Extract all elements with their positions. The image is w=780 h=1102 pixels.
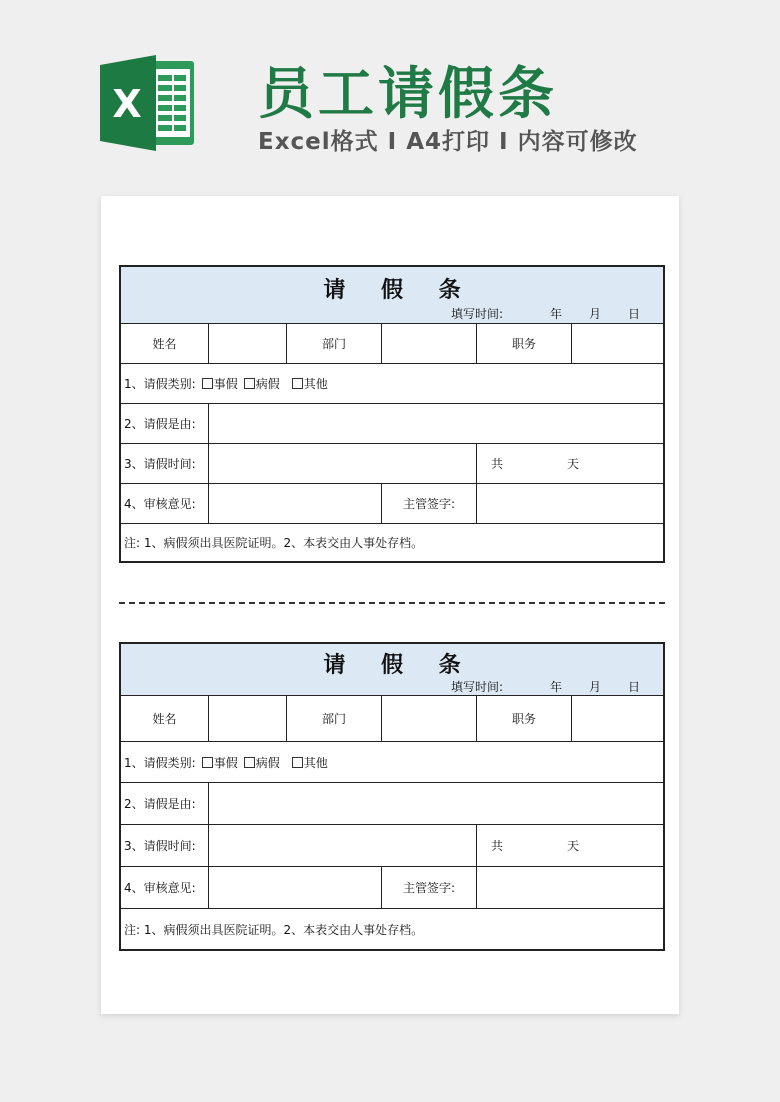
checkbox-icon[interactable] [202, 378, 213, 389]
excel-icon [100, 55, 200, 151]
month-label: 月 [589, 680, 602, 694]
time-label: 3、请假时间: [124, 457, 196, 471]
reason-label: 2、请假是由: [124, 417, 196, 431]
year-label: 年 [550, 307, 563, 321]
position-label: 职务 [477, 324, 572, 363]
leave-option-personal[interactable] [196, 754, 238, 771]
name-field[interactable] [209, 696, 287, 741]
review-field[interactable] [209, 484, 382, 523]
page-title: 员工请假条 [258, 62, 558, 127]
leave-type-row [121, 742, 663, 783]
cut-line-divider [119, 602, 665, 604]
reason-field[interactable] [209, 404, 663, 443]
checkbox-icon[interactable] [292, 378, 303, 389]
month-label: 月 [589, 307, 602, 321]
leave-option-personal[interactable] [196, 375, 238, 392]
leave-option-other[interactable] [286, 375, 328, 392]
excel-logo-letter: X [112, 82, 142, 126]
leave-type-label: 1、请假类别: [124, 755, 196, 770]
time-row [121, 444, 663, 484]
supervisor-label: 主管签字: [382, 484, 477, 523]
time-field[interactable] [209, 444, 477, 483]
supervisor-label: 主管签字: [382, 867, 477, 908]
checkbox-icon[interactable] [244, 378, 255, 389]
fill-time-label: 填写时间: [451, 307, 504, 321]
info-row [121, 696, 663, 742]
leave-form-1 [119, 265, 665, 563]
review-field[interactable] [209, 867, 382, 908]
days-label: 天 [567, 839, 580, 853]
option-label: 病假 [255, 755, 280, 770]
reason-label: 2、请假是由: [124, 797, 196, 811]
leave-option-sick[interactable] [238, 754, 280, 771]
option-label: 病假 [255, 377, 280, 391]
name-field[interactable] [209, 324, 287, 363]
supervisor-signature-field[interactable] [477, 484, 663, 523]
time-row [121, 825, 663, 867]
review-row [121, 867, 663, 909]
info-row [121, 324, 663, 364]
time-field[interactable] [209, 825, 477, 866]
checkbox-icon[interactable] [244, 757, 255, 768]
checkbox-icon[interactable] [202, 757, 213, 768]
form-header [121, 267, 663, 324]
review-label: 4、审核意见: [124, 881, 196, 895]
form-title: 请 假 条 [323, 653, 475, 678]
total-label: 共 [491, 839, 504, 853]
dept-label: 部门 [287, 324, 382, 363]
review-label: 4、审核意见: [124, 497, 196, 511]
name-label: 姓名 [121, 324, 209, 363]
position-field[interactable] [572, 324, 663, 363]
day-label: 日 [628, 680, 641, 694]
document-page [101, 196, 679, 1014]
page-subtitle: Excel格式 I A4打印 I 内容可修改 [258, 129, 638, 155]
note-row [121, 909, 663, 949]
position-label: 职务 [477, 696, 572, 741]
option-label: 其他 [303, 377, 328, 391]
day-label: 日 [628, 307, 641, 321]
year-label: 年 [550, 680, 563, 694]
leave-form-2 [119, 642, 665, 951]
leave-option-sick[interactable] [238, 375, 280, 392]
option-label: 事假 [213, 755, 238, 770]
checkbox-icon[interactable] [292, 757, 303, 768]
reason-row [121, 783, 663, 825]
leave-type-label: 1、请假类别: [124, 377, 196, 391]
position-field[interactable] [572, 696, 663, 741]
name-label: 姓名 [121, 696, 209, 741]
supervisor-signature-field[interactable] [477, 867, 663, 908]
dept-field[interactable] [382, 696, 477, 741]
leave-option-other[interactable] [286, 754, 328, 771]
fill-time-label: 填写时间: [451, 680, 504, 694]
leave-type-row [121, 364, 663, 404]
note-row [121, 524, 663, 561]
option-label: 其他 [303, 755, 328, 770]
option-label: 事假 [213, 377, 238, 391]
time-label: 3、请假时间: [124, 839, 196, 853]
note-text: 注: 1、病假须出具医院证明。2、本表交由人事处存档。 [124, 922, 424, 937]
reason-row [121, 404, 663, 444]
dept-field[interactable] [382, 324, 477, 363]
review-row [121, 484, 663, 524]
page-header [0, 0, 780, 190]
note-text: 注: 1、病假须出具医院证明。2、本表交由人事处存档。 [124, 536, 424, 550]
reason-field[interactable] [209, 783, 663, 824]
form-title: 请 假 条 [323, 278, 475, 303]
form-header [121, 644, 663, 696]
total-label: 共 [491, 457, 504, 471]
dept-label: 部门 [287, 696, 382, 741]
days-label: 天 [567, 457, 580, 471]
